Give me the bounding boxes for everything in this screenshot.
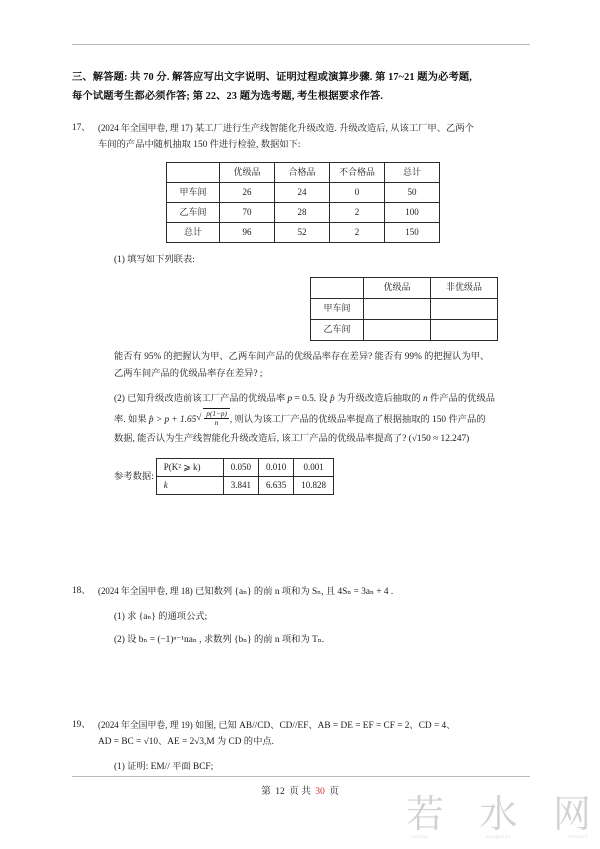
problem-19	[72, 717, 532, 776]
page-footer	[0, 783, 600, 797]
table-cell	[167, 163, 220, 183]
part-2-line-2	[114, 408, 532, 431]
footer-prefix: 第	[261, 786, 271, 797]
watermark-sub-2: wangzhan	[485, 835, 511, 840]
section-heading-line-2: 每个试题考生都必须作答; 第 22、23 题为选考题, 考生根据要求作答.	[72, 91, 383, 102]
part-2-line-3: 数据, 能否认为生产线智能化升级改造后, 该工厂产品的优级品率提高了? (√150 ≈ 12.247)	[114, 434, 470, 444]
table-cell: 100	[385, 203, 440, 223]
problem-19-stem-text-1: 如图, 已知 AB//CD、CD//EF、AB = DE = EF = CF = 2、CD = 4、	[195, 721, 456, 731]
part-2-line-2-prefix: 率. 如果	[114, 415, 149, 425]
variable-p-hat: p̂	[330, 394, 335, 404]
table-cell: 不合格品	[330, 163, 385, 183]
problem-18-source-tag: (2024 年全国甲卷, 理 18)	[98, 586, 193, 596]
table-cell: 乙车间	[311, 320, 364, 341]
part-1-question-line-2: 乙两车间产品的优级品率存在差异? ;	[114, 369, 263, 379]
problem-17-body	[98, 120, 532, 495]
footer-mid: 页 共	[289, 786, 311, 797]
table-header-row	[311, 278, 498, 299]
header-divider	[72, 44, 530, 45]
table-row	[311, 320, 498, 341]
table-cell-blank[interactable]	[364, 320, 431, 341]
table-cell: 26	[220, 183, 275, 203]
problem-19-source-tag: (2024 年全国甲卷, 理 19)	[98, 720, 193, 730]
part-2-text-d: 件产品的优级品	[427, 394, 496, 404]
table-header-row	[167, 163, 440, 183]
sqrt-radicand	[203, 408, 230, 431]
watermark-glyphs	[406, 792, 592, 836]
problem-17-number: 17、	[72, 123, 91, 133]
table-cell-blank[interactable]	[431, 299, 498, 320]
watermark	[406, 792, 592, 847]
table-cell: 甲车间	[311, 299, 364, 320]
table-cell: 6.635	[259, 477, 294, 495]
watermark-subtext	[406, 835, 592, 840]
inequality-expression: p̂ > p + 1.65	[148, 415, 197, 425]
problem-19-number: 19、	[72, 720, 91, 730]
table-cell: 10.828	[294, 477, 334, 495]
table-cell-blank[interactable]	[364, 299, 431, 320]
problem-19-stem-line-2: AD = BC = √10、AE = 2√3,M 为 CD 的中点.	[98, 737, 274, 747]
problem-17-part-1-question	[98, 349, 532, 383]
sqrt-symbol	[196, 408, 230, 431]
table-cell: 0.010	[259, 459, 294, 477]
problem-17-part-2	[98, 391, 532, 448]
fraction-denominator: n	[214, 419, 219, 428]
table-row	[167, 203, 440, 223]
problem-18-stem	[98, 583, 532, 600]
footer-divider	[72, 776, 530, 777]
spacer-after-problem-17	[72, 495, 532, 583]
table-cell: 合格品	[275, 163, 330, 183]
table-cell: 2	[330, 223, 385, 243]
table-cell: 0.050	[223, 459, 258, 477]
problem-18-part-2: (2) 设 bₙ = (−1)ⁿ⁻¹naₙ , 求数列 {bₙ} 的前 n 项和为 Tₙ.	[114, 635, 325, 645]
part-2-text-b: = 0.5. 设	[292, 394, 330, 404]
table-cell: 24	[275, 183, 330, 203]
table-cell: 甲车间	[167, 183, 220, 203]
problem-17-part-1-label: (1) 填写如下列联表:	[114, 255, 195, 265]
watermark-sub-3: network	[568, 835, 588, 840]
part-2-line-2-suffix: , 则认为该工厂产品的优级品率提高了根据抽取的 150 件产品的	[229, 415, 486, 425]
table-cell: 28	[275, 203, 330, 223]
part-2-text-c: 为升级改造后抽取的	[334, 394, 423, 404]
problem-18-body	[98, 583, 532, 649]
watermark-glyph-3: 网	[552, 792, 592, 836]
table-cell: 0	[330, 183, 385, 203]
contingency-table	[310, 277, 498, 341]
table-cell-probability-label: P(K² ⩾ k)	[156, 459, 223, 477]
table-cell-blank[interactable]	[431, 320, 498, 341]
table-row	[167, 223, 440, 243]
table-cell: 乙车间	[167, 203, 220, 223]
table-cell: 96	[220, 223, 275, 243]
table-cell: 总计	[385, 163, 440, 183]
page-content	[72, 68, 532, 776]
fraction-numerator: √ p(1−p)	[206, 409, 227, 418]
footer-total-pages: 30	[315, 786, 325, 797]
section-heading	[72, 68, 532, 106]
problem-17-stem-line-1	[98, 120, 532, 137]
table-cell-k-label: k	[156, 477, 223, 495]
table-cell: 0.001	[294, 459, 334, 477]
problem-18-part-1: (1) 求 {aₙ} 的通项公式;	[114, 612, 208, 622]
reference-data-row	[98, 458, 532, 495]
problem-19-body	[98, 717, 532, 776]
problem-18-number: 18、	[72, 586, 91, 596]
fraction	[204, 410, 229, 427]
problem-19-stem-line-1	[98, 717, 532, 734]
table-row	[311, 299, 498, 320]
watermark-glyph-2: 水	[479, 792, 519, 836]
table-cell: 非优级品	[431, 278, 498, 299]
problem-18-stem-text: 已知数列 {aₙ} 的前 n 项和为 Sₙ, 且 4Sₙ = 3aₙ + 4 .	[195, 587, 394, 597]
watermark-sub-1: ruoshui	[410, 835, 429, 840]
spacer-after-problem-18	[72, 649, 532, 717]
table-cell	[311, 278, 364, 299]
variable-p: p	[287, 394, 293, 404]
problem-17-table1-wrapper	[98, 162, 532, 243]
table-cell: 优级品	[364, 278, 431, 299]
table-row	[156, 477, 333, 495]
problem-17	[72, 120, 532, 495]
reference-data-label: 参考数据:	[114, 471, 154, 482]
inspection-data-table	[166, 162, 440, 243]
table-cell: 优级品	[220, 163, 275, 183]
table-cell: 52	[275, 223, 330, 243]
variable-n: n	[422, 394, 428, 404]
problem-17-stem-text-1: 某工厂进行生产线智能化升级改造. 升级改造后, 从该工厂甲、乙两个	[195, 124, 474, 134]
table-cell: 150	[385, 223, 440, 243]
part-1-question-line-1: 能否有 95% 的把握认为甲、乙两车间产品的优级品率存在差异? 能否有 99% 的把握认为甲、	[114, 352, 490, 362]
problem-19-part-1: (1) 证明: EM// 平面 BCF;	[114, 762, 214, 772]
table-cell: 2	[330, 203, 385, 223]
part-2-line-1	[114, 391, 532, 408]
table-row	[156, 459, 333, 477]
chi-square-reference-table	[156, 458, 334, 495]
footer-suffix: 页	[329, 786, 339, 797]
watermark-glyph-1: 若	[406, 792, 446, 836]
table-cell: 70	[220, 203, 275, 223]
problem-17-table2-wrapper	[98, 277, 532, 341]
problem-17-stem-line-2: 车间的产品中随机抽取 150 件进行检验, 数据如下:	[98, 140, 301, 150]
table-cell: 3.841	[223, 477, 258, 495]
footer-current-page: 12	[275, 786, 285, 797]
section-heading-line-1: 三、解答题: 共 70 分. 解答应写出文字说明、证明过程或演算步骤. 第 17~21 题为必考题,	[72, 72, 472, 83]
part-2-text-a: (2) 已知升级改造前该工厂产品的优级品率	[114, 394, 288, 404]
table-cell: 50	[385, 183, 440, 203]
problem-18	[72, 583, 532, 649]
table-cell: 总计	[167, 223, 220, 243]
table-row	[167, 183, 440, 203]
problem-17-source-tag: (2024 年全国甲卷, 理 17)	[98, 123, 193, 133]
